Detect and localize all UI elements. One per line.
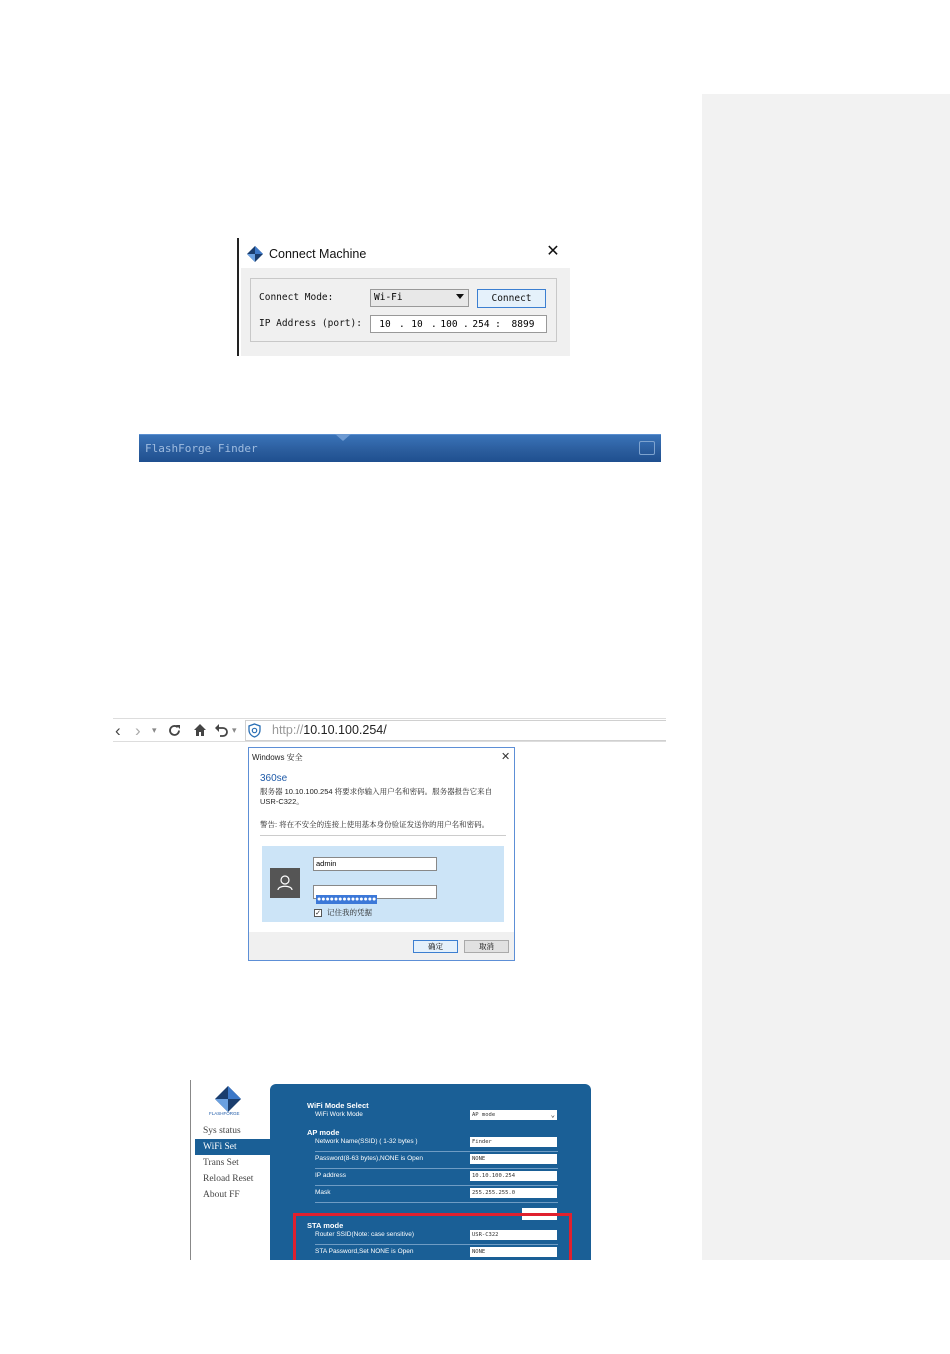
mask-input[interactable]: 255.255.255.0 [470, 1188, 557, 1198]
dialog-title: Connect Machine [269, 247, 367, 261]
dialog-body [241, 268, 570, 356]
sta-password-input[interactable]: NONE [470, 1247, 557, 1257]
wifi-work-mode-label: WiFi Work Mode [315, 1111, 363, 1118]
ip-address-input[interactable]: 10.10.100.254 [470, 1171, 557, 1181]
wifi-mode-heading: WiFi Mode Select [307, 1101, 369, 1110]
nav-item-wifi-set[interactable]: WiFi Set [195, 1139, 271, 1155]
divider [260, 835, 506, 836]
nav-item-sys-status[interactable]: Sys status [203, 1126, 241, 1136]
password-input[interactable] [313, 885, 437, 903]
avatar [270, 868, 300, 898]
divider [315, 1202, 558, 1203]
flashforge-finder-titlebar [139, 434, 661, 462]
sta-password-label: STA Password,Set NONE is Open [315, 1248, 414, 1255]
address-bar[interactable] [245, 720, 666, 741]
connection-group [250, 278, 557, 342]
app-name: 360se [260, 773, 288, 784]
connect-mode-select[interactable] [370, 289, 469, 307]
remember-credentials[interactable] [314, 907, 372, 918]
side-nav [195, 1123, 271, 1203]
remember-label: 记住我的凭据 [327, 908, 372, 917]
ip-octet-2: 10 [411, 318, 423, 330]
divider [315, 1151, 558, 1152]
ip-address-label: IP Address (port): [259, 318, 362, 329]
comment-margin [702, 94, 950, 1260]
credential-panel [262, 846, 504, 922]
password-mask: ●●●●●●●●●●●●●● [317, 896, 377, 903]
nav-item-reload-reset[interactable]: Reload Reset [203, 1174, 254, 1184]
wifi-work-mode-value: AP mode [472, 1112, 496, 1118]
titlebar-wedge [335, 434, 351, 441]
ap-mode-heading: AP mode [307, 1128, 340, 1137]
chevron-down-icon: ⌄ [550, 1111, 555, 1119]
wifi-work-mode-select[interactable] [470, 1110, 557, 1120]
checkbox-checked-icon[interactable]: ✓ [315, 909, 321, 917]
back-icon[interactable]: ‹ [115, 721, 121, 740]
nav-item-about-ff[interactable]: About FF [203, 1190, 240, 1200]
flashforge-logo-icon [213, 1086, 243, 1112]
user-icon [270, 868, 300, 898]
close-icon[interactable]: ✕ [546, 243, 560, 260]
dropdown-arrow-icon [456, 294, 464, 299]
port-value: 8899 [511, 318, 535, 330]
router-ssid-label: Router SSID(Note: case sensitive) [315, 1231, 414, 1238]
browser-toolbar [113, 718, 666, 742]
connect-button[interactable]: Connect [477, 289, 546, 308]
app-title: FlashForge Finder [145, 442, 258, 455]
divider [315, 1185, 558, 1186]
ip-octet-1: 10 [379, 318, 391, 330]
dialog-footer [249, 932, 514, 960]
ip-address-input[interactable]: 10 . 10 . 100 . 254 : 8899 [370, 315, 547, 333]
undo-dropdown-icon[interactable]: ▾ [232, 725, 237, 735]
auth-warning: 警告: 将在不安全的连接上使用基本身份验证发送你的用户名和密码。 [260, 820, 490, 829]
url-host: 10.10.100.254/ [303, 723, 387, 737]
flashforge-logo-icon [247, 246, 263, 262]
connect-machine-dialog [237, 238, 568, 356]
sta-mode-heading: STA mode [307, 1221, 344, 1230]
ip-address-label: IP address [315, 1172, 346, 1179]
router-ssid-input[interactable]: USR-C322 [470, 1230, 557, 1240]
username-input[interactable]: admin [313, 857, 437, 871]
connect-mode-label: Connect Mode: [259, 292, 334, 303]
ssid-input[interactable]: Finder [470, 1137, 557, 1147]
url-protocol: http:// [272, 723, 304, 737]
ssid-label: Network Name(SSID) ( 1-32 bytes ) [315, 1138, 418, 1145]
ip-octet-3: 100 [440, 318, 458, 330]
undo-icon[interactable] [214, 723, 229, 737]
close-icon[interactable]: ✕ [501, 751, 511, 763]
sta-mode-highlight-box [293, 1213, 572, 1260]
divider [315, 1168, 558, 1169]
ap-password-label: Password(8-63 bytes),NONE is Open [315, 1155, 424, 1162]
forward-icon[interactable]: › [135, 721, 141, 740]
history-dropdown-icon[interactable]: ▾ [152, 725, 157, 735]
window-button-icon[interactable] [639, 441, 655, 455]
shield-icon[interactable] [247, 723, 262, 738]
connect-mode-value: Wi-Fi [374, 292, 403, 303]
auth-message: 服务器 10.10.100.254 将要求你输入用户名和密码。服务器报告它来自 USR-C322。 [260, 787, 493, 806]
dialog-title-bar [247, 244, 366, 264]
refresh-icon[interactable] [167, 723, 182, 738]
brand-name: FLASHFORGE [209, 1111, 240, 1116]
dialog-title: Windows 安全 [252, 753, 303, 762]
mask-label: Mask [315, 1189, 331, 1196]
ip-octet-4: 254 [472, 318, 490, 330]
home-icon[interactable] [193, 723, 207, 737]
nav-item-trans-set[interactable]: Trans Set [203, 1158, 239, 1168]
cancel-button[interactable]: 取消 [464, 940, 509, 953]
ap-password-input[interactable]: NONE [470, 1154, 557, 1164]
windows-security-dialog [248, 747, 515, 961]
ok-button[interactable]: 确定 [413, 940, 458, 953]
